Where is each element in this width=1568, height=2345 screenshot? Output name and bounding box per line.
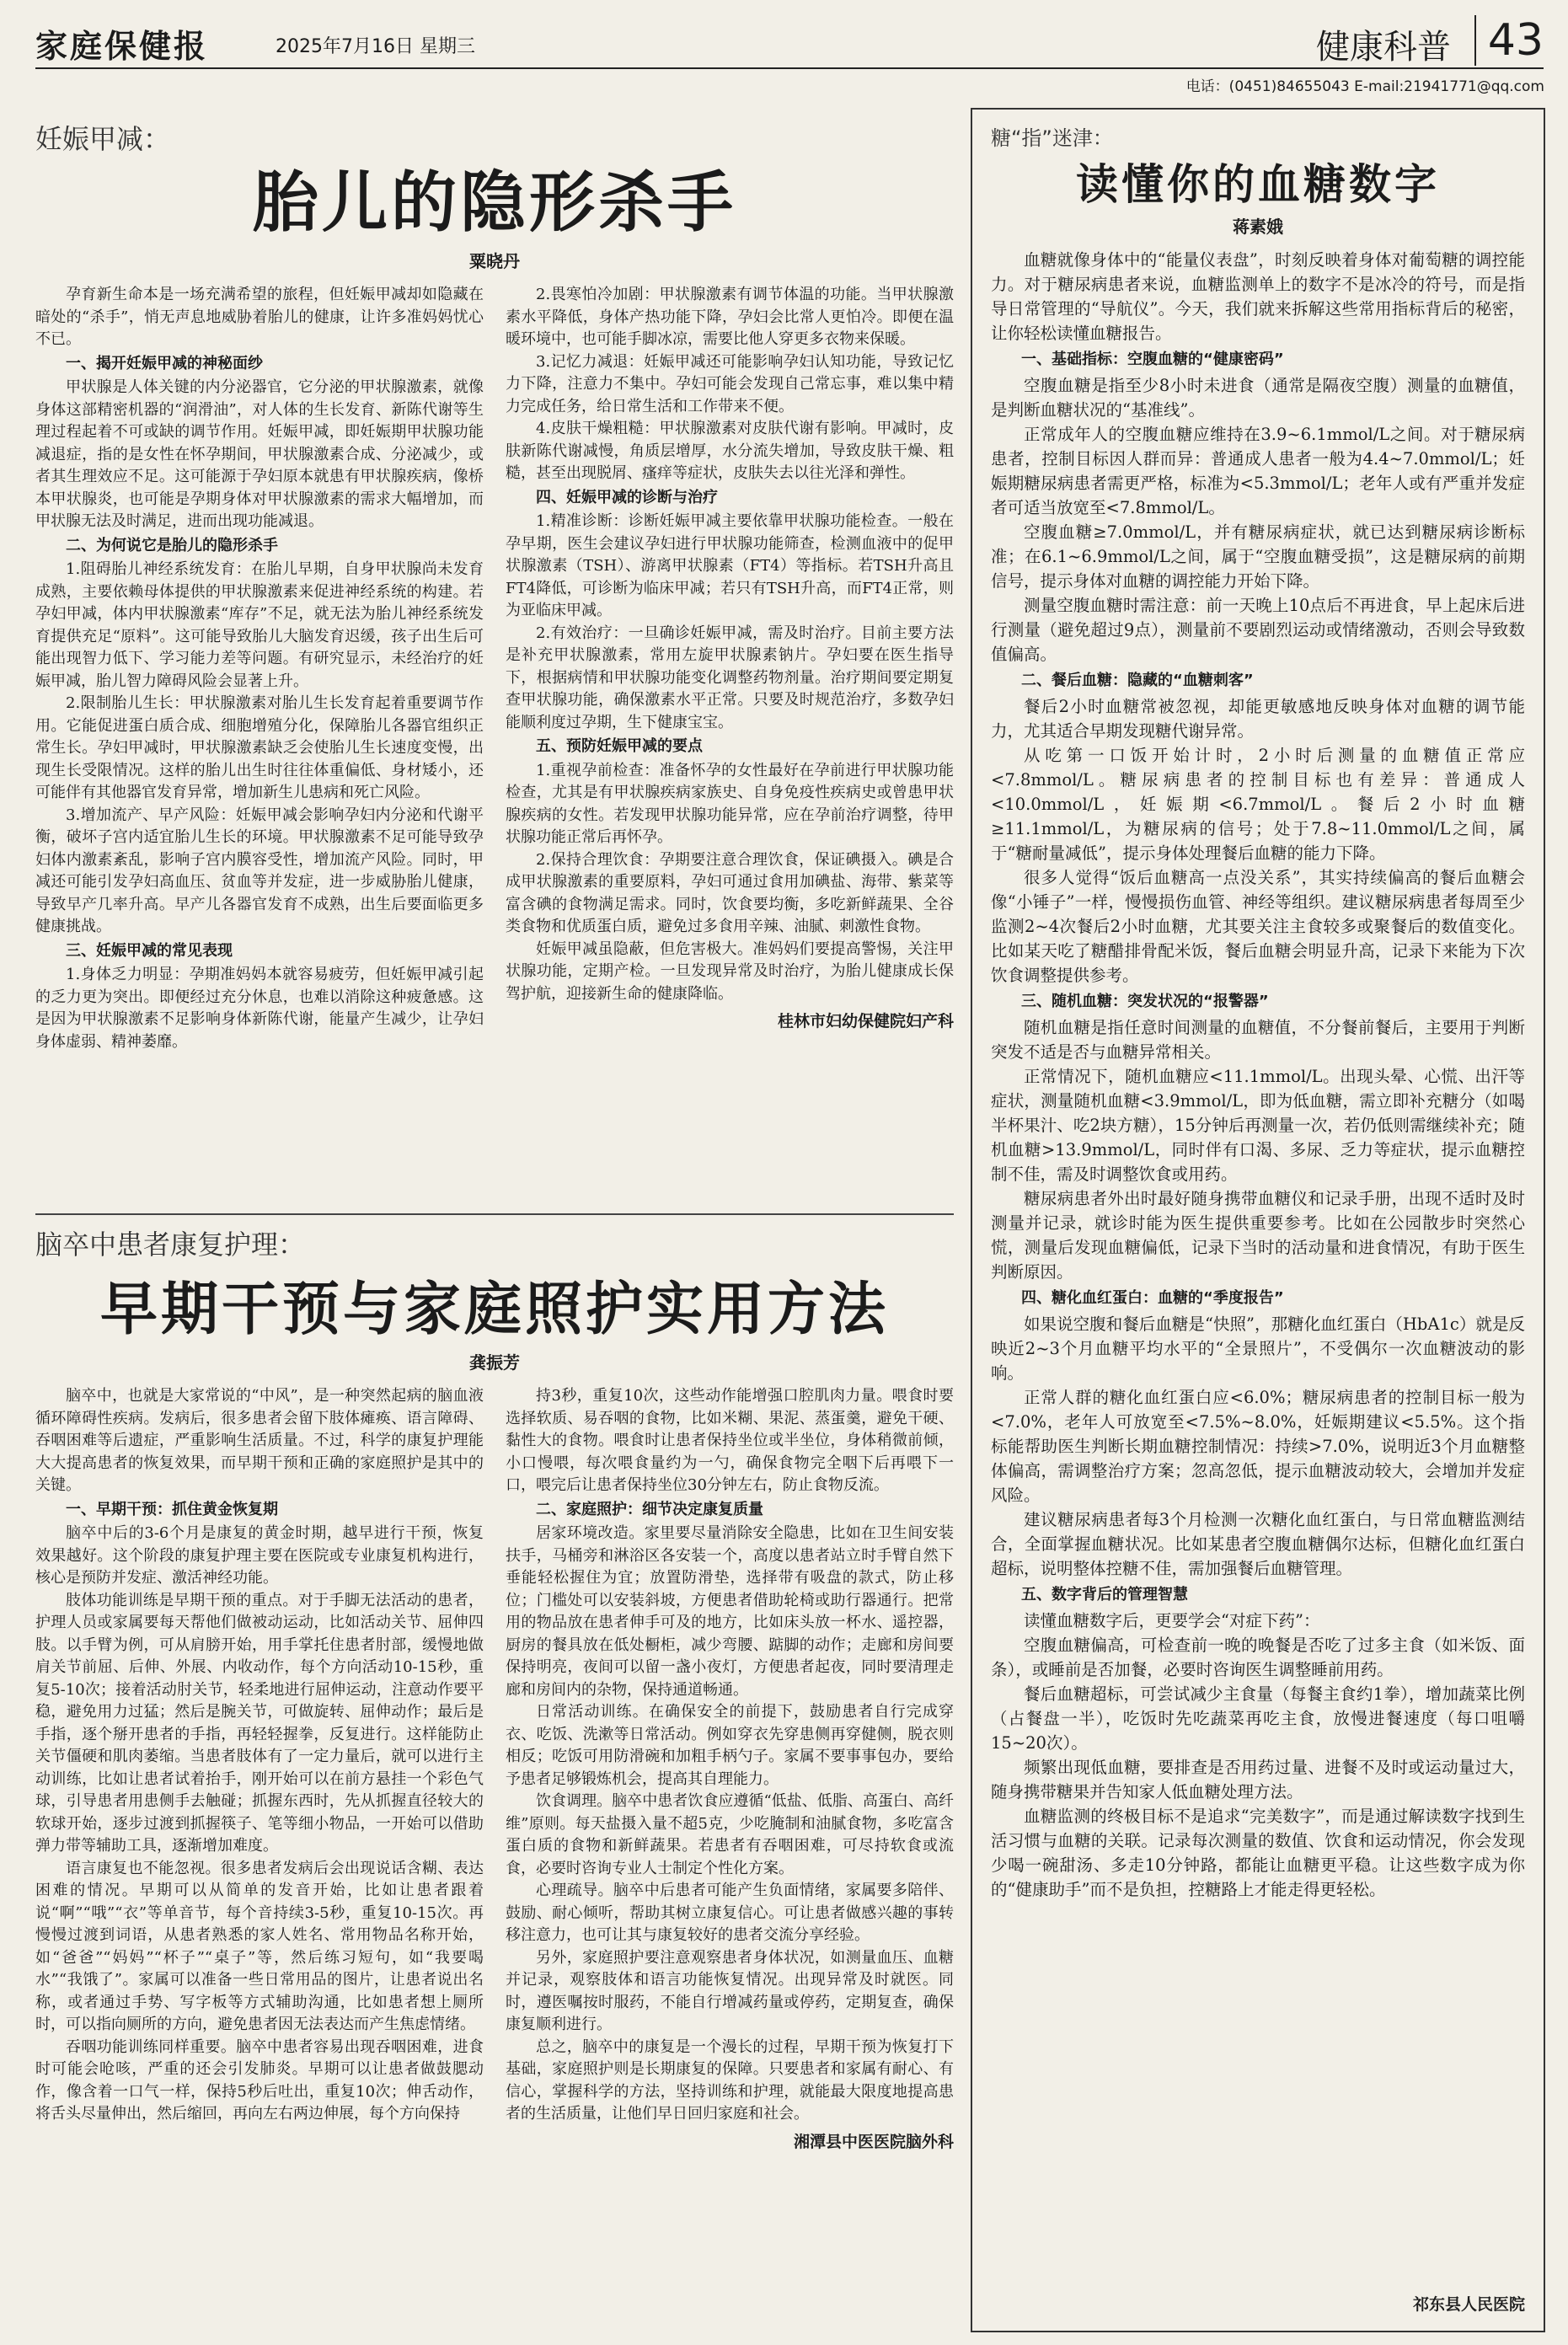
section-heading: 四、糖化血红蛋白：血糖的“季度报告” <box>1021 1289 1284 1307</box>
article-column <box>506 284 954 1143</box>
article-title: 早期干预与家庭照护实用方法 <box>99 1276 889 1343</box>
paragraph: 测量空腹血糖时需注意：前一天晚上10点后不再进食，早上起床后进行测量（避免超过9点），测量前不要剧烈运动或情绪激动，否则会导致数值偏高。 <box>991 596 1525 664</box>
paragraph: 3.增加流产、早产风险：妊娠甲减会影响孕妇内分泌和代谢平衡，破坏子宫内适宜胎儿生长的环境。甲状腺激素不足可能导致孕妇体内激素紊乱，影响子宫内膜容受性，增加流产风险。同时，甲减还可能引发孕妇高血压、贫血等并发症，进一步威胁胎儿健康，导致早产几率升高。早产儿各器官发育不成熟，出生后要面临更多健康挑战。 <box>35 806 484 935</box>
article-author: 蒋素娥 <box>1233 217 1283 237</box>
masthead <box>35 15 1544 69</box>
paragraph: 如果说空腹和餐后血糖是“快照”，那糖化血红蛋白（HbA1c）就是反映近2~3个月血糖平均水平的“全景照片”，不受偶尔一次血糖波动的影响。 <box>991 1314 1525 1383</box>
paragraph: 正常成年人的空腹血糖应维持在3.9~6.1mmol/L之间。对于糖尿病患者，控制目标因人群而异：普通成人患者一般为4.4~7.0mmol/L；妊娠期糖尿病患者需更严格，标准为<5.3mmol/L；老年人或有严重并发症者可适当放宽至<7.8mmol/L。 <box>991 425 1525 517</box>
paragraph: 2.限制胎儿生长：甲状腺激素对胎儿生长发育起着重要调节作用。它能促进蛋白质合成、细胞增殖分化，保障胎儿各器官组织正常生长。孕妇甲减时，甲状腺激素缺乏会使胎儿生长速度变慢，出现生长受限情况。这样的胎儿出生时往往体重偏低、身材矮小，还可能伴有其他器官发育异常，增加新生儿患病和死亡风险。 <box>35 694 484 801</box>
article-author: 龚振芳 <box>469 1352 520 1373</box>
article-source: 湘潭县中医医院脑外科 <box>793 2132 954 2151</box>
paragraph: 孕育新生命本是一场充满希望的旅程，但妊娠甲减却如隐藏在暗处的“杀手”，悄无声息地威胁着胎儿的健康，让许多准妈妈忧心不已。 <box>35 286 484 348</box>
section-heading: 五、预防妊娠甲减的要点 <box>536 737 703 755</box>
article-column <box>991 248 1525 2287</box>
section-heading: 一、揭开妊娠甲减的神秘面纱 <box>66 354 263 372</box>
paragraph: 餐后血糖超标，可尝试减少主食量（每餐主食约1拳），增加蔬菜比例（占餐盘一半），吃饭时先吃蔬菜再吃主食，放慢进餐速度（每口咀嚼15~20次）。 <box>991 1684 1525 1753</box>
paragraph: 吞咽功能训练同样重要。脑卒中患者容易出现吞咽困难，进食时可能会呛咳，严重的还会引发肺炎。早期可以让患者做鼓腮动作，像含着一口气一样，保持5秒后吐出，重复10次；伸舌动作，将舌头尽量伸出，然后缩回，再向左右两边伸展，每个方向保持 <box>35 2037 484 2123</box>
article-column <box>35 1385 484 2299</box>
paragraph: 1.重视孕前检查：准备怀孕的女性最好在孕前进行甲状腺功能检查，尤其是有甲状腺疾病家族史、自身免疫性疾病史或曾患甲状腺疾病的女性。若发现甲状腺功能异常，应在孕前治疗调整，待甲状腺功能正常后再怀孕。 <box>506 761 954 846</box>
paragraph: 2.有效治疗：一旦确诊妊娠甲减，需及时治疗。目前主要方法是补充甲状腺激素，常用左旋甲状腺素钠片。孕妇要在医生指导下，根据病情和甲状腺功能变化调整药物剂量。治疗期间要定期复查甲状腺功能，确保激素水平正常。只要及时规范治疗，多数孕妇能顺利度过孕期，生下健康宝宝。 <box>506 624 954 731</box>
paragraph: 居家环境改造。家里要尽量消除安全隐患，比如在卫生间安装扶手，马桶旁和淋浴区各安装一个，高度以患者站立时手臂自然下垂能轻松握住为宜；放置防滑垫，选择带有吸盘的款式，防止移位；门槛处可以安装斜坡，方便患者借助轮椅或助行器通行。把常用的物品放在患者伸手可及的地方，比如床头放一杯水、遥控器，厨房的餐具放在低处橱柜，减少弯腰、踮脚的动作；走廊和房间要保持明亮，夜间可以留一盏小夜灯，方便患者起夜，同时要清理走廊和房间内的杂物，保持通道畅通。 <box>506 1524 954 1699</box>
paragraph: 正常人群的糖化血红蛋白应<6.0%；糖尿病患者的控制目标一般为<7.0%，老年人可放宽至<7.5%~8.0%，妊娠期建议<5.5%。这个指标能帮助医生判断长期血糖控制情况：持续>7.0%，说明近3个月血糖整体偏高，需调整治疗方案；忽高忽低，提示血糖波动较大，会增加并发症风险。 <box>991 1388 1525 1505</box>
paragraph: 妊娠甲减虽隐蔽，但危害极大。准妈妈们要提高警惕，关注甲状腺功能，定期产检。一旦发现异常及时治疗，为胎儿健康成长保驾护航，迎接新生命的健康降临。 <box>506 940 954 1003</box>
section-heading: 二、家庭照护：细节决定康复质量 <box>536 1500 763 1518</box>
article-source: 桂林市妇幼保健院妇产科 <box>777 1012 954 1031</box>
section-heading: 一、基础指标：空腹血糖的“健康密码” <box>1021 351 1284 368</box>
paragraph: 脑卒中，也就是大家常说的“中风”，是一种突然起病的脑血液循环障碍性疾病。发病后，很多患者会留下肢体瘫痪、语言障碍、吞咽困难等后遗症，严重影响生活质量。不过，科学的康复护理能大大提高患者的恢复效果，而早期干预和正确的家庭照护是其中的关键。 <box>35 1387 484 1494</box>
paragraph: 2.畏寒怕冷加剧：甲状腺激素有调节体温的功能。当甲状腺激素水平降低，身体产热功能下降，孕妇会比常人更怕冷。即便在温暖环境中，也可能手脚冰凉，需要比他人穿更多衣物来保暖。 <box>506 286 954 348</box>
section-heading: 二、为何说它是胎儿的隐形杀手 <box>66 536 278 554</box>
section-heading: 二、餐后血糖：隐藏的“血糖刺客” <box>1021 672 1254 689</box>
contact-line: 电话：(0451)84655043 E-mail:21941771@qq.com <box>1185 78 1544 95</box>
article-source: 祁东县人民医院 <box>1412 2295 1525 2314</box>
paragraph: 另外，家庭照护要注意观察患者身体状况，如测量血压、血糖并记录，观察肢体和语言功能恢复情况。出现异常及时就医。同时，遵医嘱按时服药，不能自行增减药量或停药，定期复查，确保康复顺利进行。 <box>506 1948 954 2033</box>
paragraph: 从吃第一口饭开始计时，2小时后测量的血糖值正常应<7.8mmol/L。糖尿病患者的控制目标也有差异：普通成人<10.0mmol/L，妊娠期<6.7mmol/L。餐后2小时血糖≥11.1mmol/L，为糖尿病的信号；处于7.8~11.0mmol/L之间，属于“糖耐量减低”，提示身体处理餐后血糖的能力下降。 <box>991 746 1525 863</box>
paragraph: 正常情况下，随机血糖应<11.1mmol/L。出现头晕、心慌、出汗等症状，测量随机血糖<3.9mmol/L，即为低血糖，需立即补充糖分（如喝半杯果汁、吃2块方糖），15分钟后再测量一次，若仍低则需继续补充；随机血糖>13.9mmol/L，同时伴有口渴、多尿、乏力等症状，提示血糖控制不佳，需及时调整饮食或用药。 <box>991 1067 1525 1184</box>
section-heading: 一、早期干预：抓住黄金恢复期 <box>66 1500 278 1518</box>
article-author: 粟晓丹 <box>469 251 520 271</box>
section-heading: 三、随机血糖：突发状况的“报警器” <box>1021 993 1269 1010</box>
paragraph: 1.精准诊断：诊断妊娠甲减主要依靠甲状腺功能检查。一般在孕早期，医生会建议孕妇进行甲状腺功能筛查，检测血液中的促甲状腺激素（TSH）、游离甲状腺素（FT4）等指标。若TSH升高且FT4降低，可诊断为临床甲减；若只有TSH升高，而FT4正常，则为亚临床甲减。 <box>506 512 954 619</box>
paragraph: 1.身体乏力明显：孕期准妈妈本就容易疲劳，但妊娠甲减引起的乏力更为突出。即便经过充分休息，也难以消除这种疲惫感。这是因为甲状腺激素不足影响身体新陈代谢，能量产生减少，让孕妇身体虚弱、精神萎靡。 <box>35 966 484 1051</box>
paragraph: 总之，脑卒中的康复是一个漫长的过程，早期干预为恢复打下基础，家庭照护则是长期康复的保障。只要患者和家属有耐心、有信心，掌握科学的方法，坚持训练和护理，就能最大限度地提高患者的生活质量，让他们早日回归家庭和社会。 <box>506 2037 954 2123</box>
paragraph: 随机血糖是指任意时间测量的血糖值，不分餐前餐后，主要用于判断突发不适是否与血糖异常相关。 <box>991 1018 1525 1062</box>
paragraph: 糖尿病患者外出时最好随身携带血糖仪和记录手册，出现不适时及时测量并记录，就诊时能为医生提供重要参考。比如在公园散步时突然心慌，测量后发现血糖偏低，记录下当时的活动量和进食情况，有助于医生判断原因。 <box>991 1189 1525 1282</box>
article-column <box>35 284 484 1143</box>
paragraph: 3.记忆力减退：妊娠甲减还可能影响孕妇认知功能，导致记忆力下降，注意力不集中。孕妇可能会发现自己常忘事，难以集中精力完成任务，给日常生活和工作带来不便。 <box>506 352 954 415</box>
paragraph: 很多人觉得“饭后血糖高一点没关系”，其实持续偏高的餐后血糖会像“小锤子”一样，慢慢损伤血管、神经等组织。建议糖尿病患者每周至少监测2~4次餐后2小时血糖，尤其要关注主食较多或聚餐后的数值变化。比如某天吃了糖醋排骨配米饭，餐后血糖会明显升高，记录下来能为下次饮食调整提供参考。 <box>991 868 1525 985</box>
article-blood-sugar <box>971 108 1545 2332</box>
article-pregnancy-hypothyroidism <box>35 118 954 1188</box>
article-kicker: 妊娠甲减： <box>35 123 171 155</box>
paragraph: 餐后2小时血糖常被忽视，却能更敏感地反映身体对血糖的调节能力，尤其适合早期发现糖代谢异常。 <box>991 697 1525 741</box>
paragraph: 2.保持合理饮食：孕期要注意合理饮食，保证碘摄入。碘是合成甲状腺激素的重要原料，孕妇可通过食用加碘盐、海带、紫菜等富含碘的食物满足需求。同时，饮食要均衡，多吃新鲜蔬果、全谷类食物和优质蛋白质，避免过多食用辛辣、油腻、刺激性食物。 <box>506 850 954 935</box>
paragraph: 空腹血糖≥7.0mmol/L，并有糖尿病症状，就已达到糖尿病诊断标准；在6.1~6.9mmol/L之间，属于“空腹血糖受损”，这是糖尿病的前期信号，提示身体对血糖的调控能力开始下降。 <box>991 522 1525 591</box>
paragraph: 语言康复也不能忽视。很多患者发病后会出现说话含糊、表达困难的情况。早期可以从简单的发音开始，比如让患者跟着说“啊”“哦”“衣”等单音节，每个音持续3-5秒，重复10-15次。再慢慢过渡到词语，从患者熟悉的家人姓名、常用物品名称开始，如“爸爸”“妈妈”“杯子”“桌子”等，然后练习短句，如“我要喝水”“我饿了”。家属可以准备一些日常用品的图片，让患者说出名称，或者通过手势、写字板等方式辅助沟通，比如患者想上厕所时，可以指向厕所的方向，避免患者因无法表达而产生焦虑情绪。 <box>35 1859 484 2033</box>
article-title: 读懂你的血糖数字 <box>1076 159 1440 209</box>
paragraph: 空腹血糖是指至少8小时未进食（通常是隔夜空腹）测量的血糖值，是判断血糖状况的“基准线”。 <box>991 376 1525 420</box>
paragraph: 心理疏导。脑卒中后患者可能产生负面情绪，家属要多陪伴、鼓励、耐心倾听，帮助其树立康复信心。可让患者做感兴趣的事转移注意力，也可让其与康复较好的患者交流分享经验。 <box>506 1882 954 1944</box>
paragraph: 甲状腺是人体关键的内分泌器官，它分泌的甲状腺激素，就像身体这部精密机器的“润滑油”，对人体的生长发育、新陈代谢等生理过程起着不可或缺的调节作用。妊娠甲减，即妊娠期甲状腺功能减退症，指的是女性在怀孕期间，甲状腺激素合成、分泌减少，或者其生理效应不足。这可能源于孕妇原本就患有甲状腺疾病，像桥本甲状腺炎，也可能是孕期身体对甲状腺激素的需求大幅增加，而甲状腺无法及时满足，进而出现功能减退。 <box>35 378 484 530</box>
article-stroke-rehab <box>35 1213 954 2344</box>
paragraph: 频繁出现低血糖，要排查是否用药过量、进餐不及时或运动量过大，随身携带糖果并告知家人低血糖处理方法。 <box>991 1758 1525 1802</box>
paragraph: 血糖监测的终极目标不是追求“完美数字”，而是通过解读数字找到生活习惯与血糖的关联。记录每次测量的数值、饮食和运动情况，你会发现少喝一碗甜汤、多走10分钟路，都能让血糖更平稳。让这些数字成为你的“健康助手”而不是负担，控糖路上才能走得更轻松。 <box>991 1807 1525 1899</box>
paragraph: 持3秒，重复10次，这些动作能增强口腔肌肉力量。喂食时要选择软质、易吞咽的食物，比如米糊、果泥、蒸蛋羹，避免干硬、黏性大的食物。喂食时让患者保持坐位或半坐位，身体稍微前倾，小口慢喂，每次喂食量约为一勺，确保食物完全咽下后再喂下一口，喂完后让患者保持坐位30分钟左右，防止食物反流。 <box>506 1387 954 1494</box>
article-title: 胎儿的隐形杀手 <box>252 164 736 241</box>
paragraph: 空腹血糖偏高，可检查前一晚的晚餐是否吃了过多主食（如米饭、面条），或睡前是否加餐，必要时咨询医生调整睡前用药。 <box>991 1636 1525 1679</box>
paragraph: 读懂血糖数字后，更要学会“对症下药”： <box>1024 1611 1320 1630</box>
article-column <box>506 1385 954 2299</box>
paragraph: 血糖就像身体中的“能量仪表盘”，时刻反映着身体对葡萄糖的调控能力。对于糖尿病患者来说，血糖监测单上的数字不是冰冷的符号，而是指导日常管理的“导航仪”。今天，我们就来拆解这些常用指标背后的秘密，让你轻松读懂血糖报告。 <box>991 250 1525 343</box>
paragraph: 建议糖尿病患者每3个月检测一次糖化血红蛋白，与日常血糖监测结合，全面掌握血糖状况。比如某患者空腹血糖偶尔达标，但糖化血红蛋白超标，说明整体控糖不佳，需加强餐后血糖管理。 <box>991 1510 1525 1578</box>
paper-name: 家庭保健报 <box>35 28 209 65</box>
paragraph: 脑卒中后的3-6个月是康复的黄金时期，越早进行干预，恢复效果越好。这个阶段的康复护理主要在医院或专业康复机构进行，核心是预防并发症、激活神经功能。 <box>35 1524 484 1587</box>
section-heading: 五、数字背后的管理智慧 <box>1021 1586 1188 1603</box>
section-name: 健康科普 <box>1316 28 1451 67</box>
article-kicker: 脑卒中患者康复护理： <box>35 1229 306 1261</box>
section-heading: 三、妊娠甲减的常见表现 <box>66 941 233 960</box>
paragraph: 4.皮肤干燥粗糙：甲状腺激素对皮肤代谢有影响。甲减时，皮肤新陈代谢减慢，角质层增厚，水分流失增加，导致皮肤干燥、粗糙，甚至出现脱屑、瘙痒等症状，皮肤失去以往光泽和弹性。 <box>506 420 954 482</box>
paragraph: 肢体功能训练是早期干预的重点。对于手脚无法活动的患者，护理人员或家属要每天帮他们做被动运动，比如活动关节、屈伸四肢。以手臂为例，可从肩膀开始，用手掌托住患者肘部，缓慢地做肩关节前屈、后伸、外展、内收动作，每个方向活动10-15秒，重复5-10次；接着活动肘关节，轻柔地进行屈伸运动，注意动作要平稳，避免用力过猛；然后是腕关节，可做旋转、屈伸动作；最后是手指，逐个掰开患者的手指，再轻轻握拳，反复进行。这样能防止关节僵硬和肌肉萎缩。当患者肢体有了一定力量后，就可以进行主动训练，比如让患者试着抬手，刚开始可以在前方悬挂一个彩色气球，引导患者用患侧手去触碰；抓握东西时，先从抓握直径较大的软球开始，逐步过渡到抓握筷子、笔等细小物品，一开始可以借助弹力带等辅助工具，逐渐增加难度。 <box>35 1591 484 1855</box>
paragraph: 日常活动训练。在确保安全的前提下，鼓励患者自行完成穿衣、吃饭、洗漱等日常活动。例如穿衣先穿患侧再穿健侧，脱衣则相反；吃饭可用防滑碗和加粗手柄勺子。家属不要事事包办，要给予患者足够锻炼机会，提高其自理能力。 <box>506 1703 954 1788</box>
paragraph: 1.阻碍胎儿神经系统发育：在胎儿早期，自身甲状腺尚未发育成熟，主要依赖母体提供的甲状腺激素来促进神经系统的构建。若孕妇甲减，体内甲状腺激素“库存”不足，就无法为胎儿神经系统发育提供充足“原料”。这可能导致胎儿大脑发育迟缓，孩子出生后可能出现智力低下、学习能力差等问题。有研究显示，未经治疗的妊娠甲减，胎儿智力障碍风险会显著上升。 <box>35 560 484 690</box>
issue-date: 2025年7月16日 星期三 <box>276 36 475 57</box>
article-kicker: 糖“指”迷津： <box>991 126 1113 150</box>
section-heading: 四、妊娠甲减的诊断与治疗 <box>536 488 718 506</box>
page-number: 43 <box>1474 15 1544 66</box>
paragraph: 饮食调理。脑卒中患者饮食应遵循“低盐、低脂、高蛋白、高纤维”原则。每天盐摄入量不超5克，少吃腌制和油腻食物，多吃富含蛋白质的食物和新鲜蔬果。若患者有吞咽困难，可尽持软食或流食，必要时咨询专业人士制定个性化方案。 <box>506 1792 954 1877</box>
